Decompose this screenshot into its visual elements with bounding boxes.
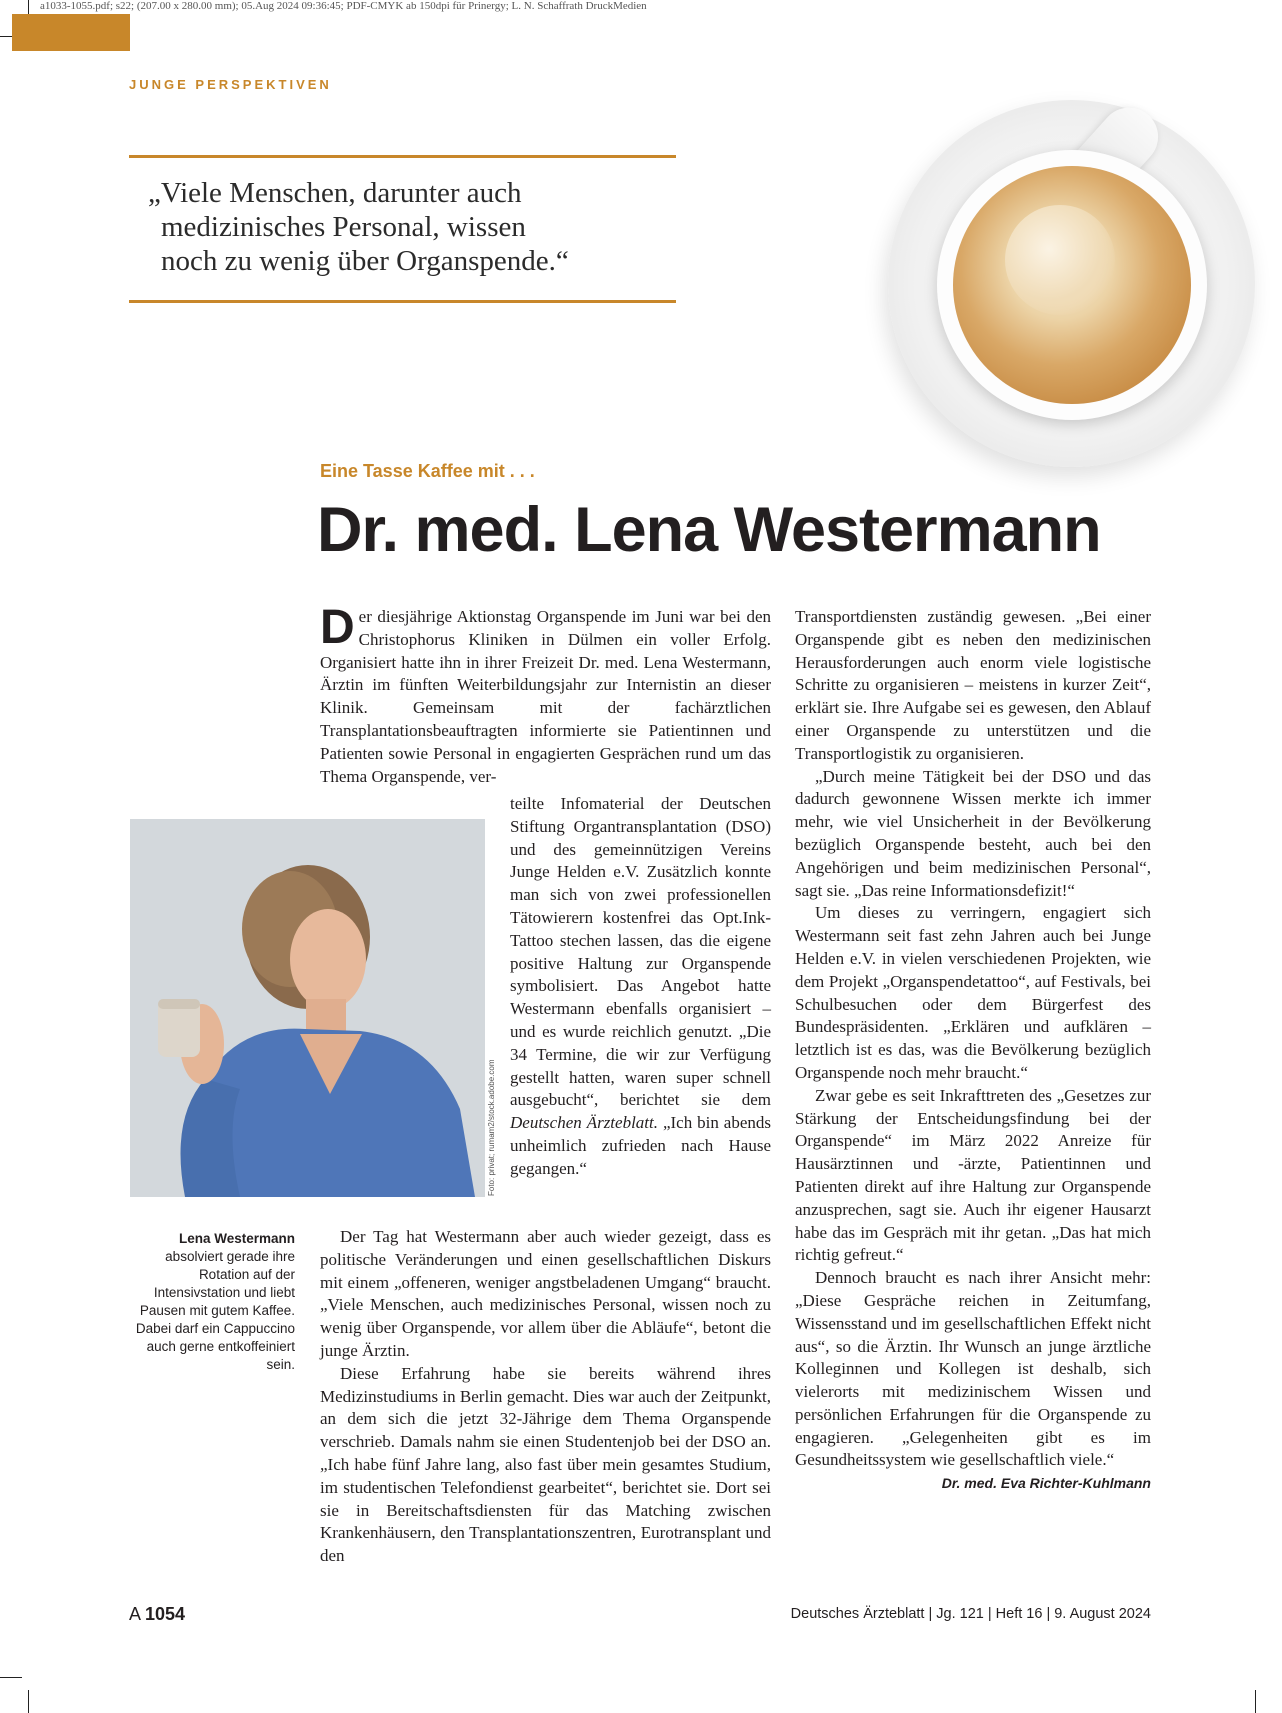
crop-mark bbox=[1255, 1690, 1256, 1713]
pull-quote-line: noch zu wenig über Organspende.“ bbox=[161, 245, 569, 277]
publication-name: Deutschen Ärzteblatt. bbox=[510, 1113, 658, 1133]
crop-mark bbox=[0, 1677, 22, 1678]
pull-quote bbox=[148, 176, 668, 278]
article-paragraph: Der Tag hat Westermann aber auch wieder gezeigt, dass es politische Veränderungen und einen gesellschaftlichen Diskurs mit einem „offeneren, weniger angstbeladenen Umgang“ braucht. „Viele Menschen, auch medizinisches Personal, wissen noch zu wenig über Organspende, vor allem über die Abläufe“, betont die junge Ärztin. bbox=[320, 1227, 771, 1360]
article-column-1-top bbox=[320, 601, 771, 788]
portrait-illustration bbox=[130, 819, 485, 1197]
article-column-2 bbox=[795, 606, 1151, 1495]
article-column-1-bottom bbox=[320, 1226, 771, 1568]
article-paragraph: „Ich bin abends unheimlich zufrieden nach Hause gegangen.“ bbox=[510, 1113, 771, 1178]
quote-rule-bottom bbox=[129, 300, 676, 303]
article-paragraph: „Durch meine Tätigkeit bei der DSO und das dadurch gewonnene Wissen merkte ich immer mehr, wie viel Unsicherheit in der Bevölkerung bezüglich Organspende besteht, auch bei den Angehörigen und beim medizinischen Personal“, sagt sie. „Das reine Informationsdefizit!“ bbox=[795, 766, 1151, 900]
photo-credit: Foto: privat; rumam2/stock.adobe.com bbox=[487, 1059, 496, 1196]
photo-caption bbox=[135, 1230, 295, 1374]
article-paragraph: teilte Infomaterial der Deutschen Stiftung Organtransplantation (DSO) und des gemeinnützigen Vereins Junge Helden e.V. Zusätzlich konnte man sich von zwei professionellen Tätowierern kostenfrei das Opt.Ink-Tattoo stechen lassen, das die eigene positive Haltung zur Organspende symbolisiert. Das Angebot hatte Westermann ebenfalls organisiert – und es wurde reichlich genutzt. „Die 34 Termine, die wir zur Verfügung gestellt hatten, waren super schnell ausgebucht“, berichtet sie dem bbox=[510, 794, 771, 1110]
article-paragraph: Diese Erfahrung habe sie bereits während ihres Medizinstudiums in Berlin gemacht. Dies war auch der Zeitpunkt, an dem sich die jetzt 32-Jährige dem Thema Organspende verschrieb. Damals nahm sie einen Studentenjob bei der DSO an. „Ich habe fünf Jahre lang, also fast über mein gesamtes Studium, im studentischen Telefondienst gearbeitet“, berichtet sie. Dort sei sie in Bereitschaftsdiensten für das Matching zwischen Krankenhäusern, den Transplantationszentren, Eurotransplant und den bbox=[320, 1363, 771, 1566]
article-paragraph: er diesjährige Aktionstag Organspende im Juni war bei den Christophorus Kliniken in Dülmen ein voller Erfolg. Organisiert hatte ihn in ihrer Freizeit Dr. med. Lena Westermann, Ärztin im fünften Weiterbildungsjahr zur Internistin an dieser Klinik. Gemeinsam mit der fachärztlichen Transplantationsbeauftragten informierte sie Patientinnen und Patienten sowie Personal in engagierten Gesprächen rund um das Thema Organspende, ver- bbox=[320, 607, 771, 786]
page-prefix: A bbox=[129, 1604, 146, 1624]
page-number-value: 1054 bbox=[145, 1604, 186, 1624]
page-number bbox=[129, 1604, 185, 1625]
headline: Dr. med. Lena Westermann bbox=[317, 495, 1101, 565]
article-paragraph: Um dieses zu verringern, engagiert sich Westermann seit fast zehn Jahren auch bei Junge Helden e.V. in vielen verschiedenen Projekten, wie dem Projekt „Organspendetattoo“, auf Festivals, bei Schulbesuchen oder dem Bürgerfest des Bundespräsidenten. „Erklären und aufklären – letztlich ist es das, was die Bevölkerung bezüglich Organspende noch mehr braucht.“ bbox=[795, 903, 1151, 1082]
kicker: Eine Tasse Kaffee mit . . . bbox=[320, 461, 535, 481]
article-paragraph: Zwar gebe es seit Inkrafttreten des „Gesetzes zur Stärkung der Entscheidungsfindung bei der Organspende“ im März 2022 Anreize für Hausärztinnen und -ärzte, Patientinnen und Patienten direkt auf ihre Haltung zur Organspende anzusprechen, sagt sie. Auch ihr eigener Hausarzt habe das im Gespräch mit ihr getan. „Das hat mich richtig gefreut.“ bbox=[795, 1085, 1151, 1265]
portrait-photo bbox=[130, 819, 485, 1197]
article-paragraph: Transportdiensten zuständig gewesen. „Bei einer Organspende gibt es neben den medizinischen Herausforderungen auch enorm viele logistische Schritte zu organisieren – meistens in kurzer Zeit“, erklärt sie. Ihre Aufgabe sei es gewesen, den Ablauf einer Organspende zu unterstützen und die Transportlogistik zu organisieren. bbox=[795, 607, 1151, 763]
print-info: a1033-1055.pdf; s22; (207.00 x 280.00 mm); 05.Aug 2024 09:36:45; PDF-CMYK ab 150dpi für Prinergy; L. N. Schaffrath DruckMedien bbox=[40, 0, 647, 12]
caption-name: Lena Westermann bbox=[178, 1231, 295, 1246]
quote-rule-top bbox=[129, 155, 676, 158]
crop-mark bbox=[28, 1690, 29, 1713]
latte-art bbox=[1005, 205, 1115, 315]
author-byline: Dr. med. Eva Richter-Kuhlmann bbox=[941, 1475, 1151, 1492]
caption-text: absolviert gerade ihre Rotation auf der Intensivstation und liebt Pausen mit gutem Kaffee. Dabei darf ein Cappuccino auch gerne entkoffeiniert sein. bbox=[135, 1249, 295, 1372]
article-column-1-wrap bbox=[510, 793, 771, 1181]
section-tab bbox=[12, 14, 130, 51]
pull-quote-line: medizinisches Personal, wissen bbox=[161, 211, 526, 243]
drop-cap: D bbox=[320, 601, 355, 654]
pull-quote-line: „Viele Menschen, darunter auch bbox=[148, 177, 522, 209]
journal-info: Deutsches Ärzteblatt | Jg. 121 | Heft 16 | 9. August 2024 bbox=[790, 1606, 1151, 1622]
section-label: JUNGE PERSPEKTIVEN bbox=[129, 77, 332, 92]
article-paragraph: Dennoch braucht es nach ihrer Ansicht mehr: „Diese Gespräche reichen in Zeitumfang, Wissensstand und im gesellschaftlichen Effekt nicht aus“, so die Ärztin. Ihr Wunsch an junge ärztliche Kolleginnen und Kollegen ist deshalb, sich vielerorts mit medizinischem Wissen und persönlichen Erfahrungen für die Organspende zu engagieren. „Gelegenheiten gibt es im Gesundheitssystem wie gesellschaftlich viele.“ bbox=[795, 1268, 1151, 1470]
